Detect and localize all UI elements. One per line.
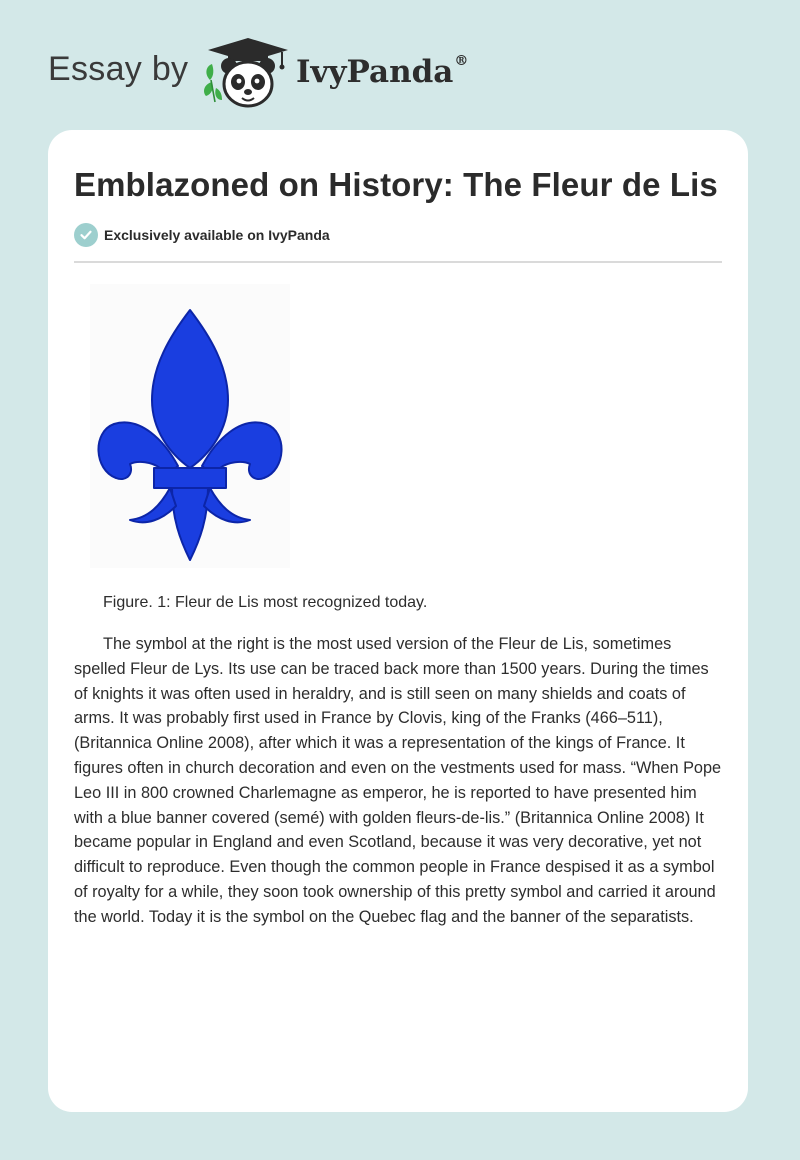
divider <box>74 261 722 263</box>
site-header <box>0 0 800 120</box>
article-card <box>48 130 748 1112</box>
page-title: Emblazoned on History: The Fleur de Lis <box>74 166 718 203</box>
brand-name[interactable]: IvyPanda® <box>296 52 469 90</box>
fleur-de-lis-image <box>90 284 290 568</box>
article-paragraph: The symbol at the right is the most used version of the Fleur de Lis, sometimes spelled Fleur de Lys. Its use can be traced back more than 1500 years. During the times of knights it was often used in heraldry, and is still seen on many shields and coats of arms. It was probably first used in France by Clovis, king of the Franks (466–511), (Britannica Online 2008), after which it was a representation of the kings of France. It figures often in church decoration and even on the vestments used for mass. “When Pope Leo III in 800 crowned Charlemagne as emperor, he is reported to have presented him with a blue banner covered (semé) with golden fleurs-de-lis.” (Britannica Online 2008) It became popular in England and even Scotland, because it was very decorative, yet not difficult to reproduce. Even though the common people in France despised it as a symbol of royalty for a while, they soon took ownership of this pretty symbol and carried it around the world. Today it is the symbol on the Quebec flag and the banner of the separatists. <box>74 635 722 926</box>
essay-by-label: Essay by <box>48 50 189 88</box>
exclusive-badge-label: Exclusively available on IvyPanda <box>104 227 330 243</box>
panda-graduate-logo-icon[interactable] <box>200 36 292 110</box>
figure-caption: Figure. 1: Fleur de Lis most recognized today. <box>103 594 428 611</box>
check-circle-icon <box>74 223 98 247</box>
exclusive-badge <box>74 222 330 248</box>
